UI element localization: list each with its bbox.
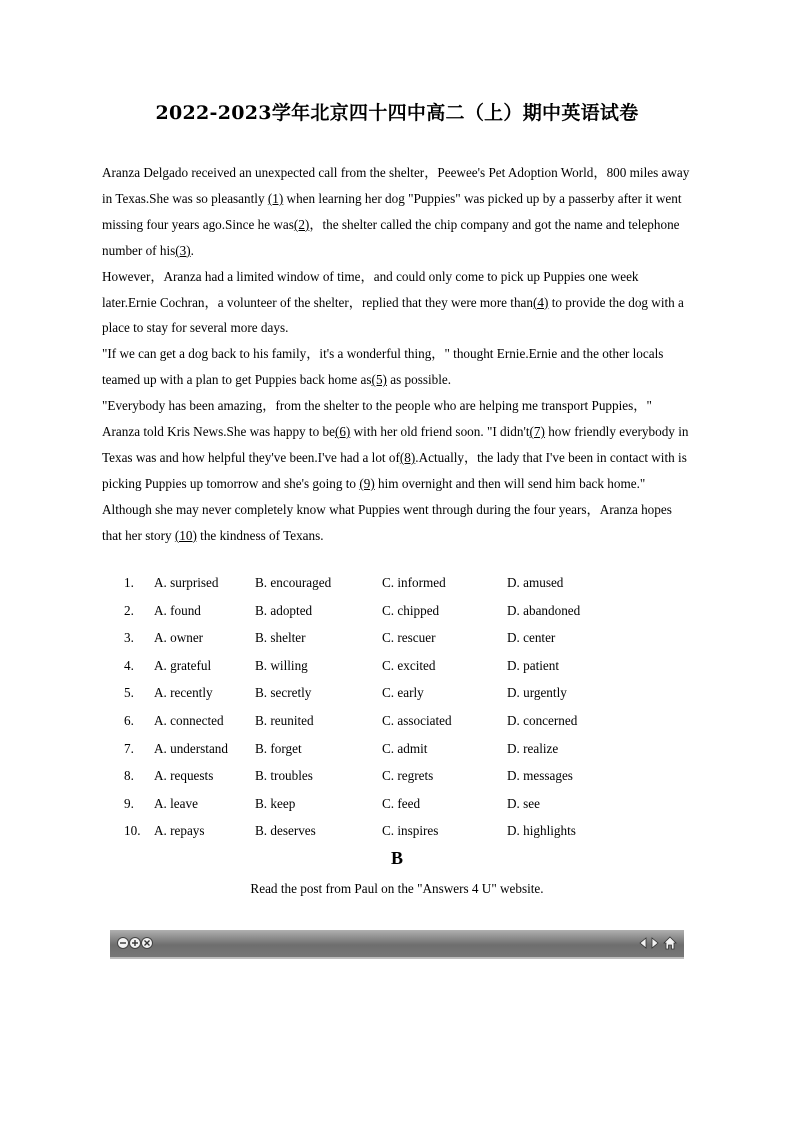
- option-b: B. deserves: [255, 823, 316, 839]
- option-a: A. owner: [154, 630, 204, 646]
- option-a: A. requests: [154, 768, 214, 784]
- option-a: A. understand: [154, 740, 228, 756]
- blank-5: (5): [371, 372, 387, 388]
- option-c: C. feed: [382, 795, 421, 811]
- question-number: 8.: [124, 768, 134, 784]
- blank-6: (6): [334, 424, 351, 440]
- option-d: D. see: [507, 795, 540, 811]
- option-b: B. forget: [255, 740, 302, 756]
- option-b: B. secretly: [255, 685, 312, 701]
- answer-options: [102, 571, 702, 847]
- option-a: A. connected: [154, 712, 224, 728]
- option-c: C. rescuer: [382, 630, 436, 646]
- option-d: D. amused: [507, 575, 564, 590]
- section-b-heading: B: [390, 848, 403, 868]
- option-a: A. found: [154, 602, 201, 618]
- question-number: 3.: [124, 630, 134, 646]
- option-d: D. messages: [507, 768, 573, 784]
- option-b: B. willing: [255, 657, 308, 673]
- blank-4: (4): [533, 294, 549, 310]
- option-c: C. associated: [382, 712, 452, 728]
- option-b: B. encouraged: [255, 575, 332, 590]
- forward-arrow-icon: [650, 936, 660, 950]
- option-c: C. early: [382, 685, 424, 701]
- minus-icon: [117, 937, 129, 949]
- question-row: [102, 571, 702, 599]
- question-row: [102, 792, 702, 820]
- option-d: D. center: [507, 630, 556, 646]
- question-row: [102, 819, 702, 847]
- option-b: B. adopted: [255, 602, 313, 618]
- option-b: B. troubles: [255, 768, 313, 784]
- blank-3: (3): [175, 242, 191, 258]
- back-arrow-icon: [638, 936, 648, 950]
- option-c: C. excited: [382, 657, 436, 673]
- option-a: A. repays: [154, 823, 205, 839]
- option-c: C. regrets: [382, 768, 434, 784]
- section-b-instruction: Read the post from Paul on the "Answers 4 U" website.: [250, 881, 544, 896]
- option-c: C. admit: [382, 740, 428, 756]
- plus-icon: [129, 937, 141, 949]
- blank-9: (9): [359, 475, 375, 491]
- option-d: D. realize: [507, 740, 559, 756]
- question-row: [102, 737, 702, 765]
- question-row: [102, 764, 702, 792]
- option-d: D. highlights: [507, 823, 576, 839]
- option-c: C. informed: [382, 575, 446, 590]
- blank-8: (8): [399, 449, 416, 465]
- option-a: A. leave: [154, 795, 198, 811]
- option-c: C. chipped: [382, 602, 440, 618]
- question-row: [102, 709, 702, 737]
- question-number: 6.: [124, 712, 134, 728]
- close-icon: [141, 937, 153, 949]
- option-c: C. inspires: [382, 823, 439, 839]
- option-d: D. urgently: [507, 685, 567, 701]
- blank-7: (7): [529, 424, 545, 440]
- option-d: D. abandoned: [507, 602, 581, 618]
- question-number: 5.: [124, 685, 134, 701]
- question-row: [102, 599, 702, 627]
- cloze-passage: [102, 160, 692, 549]
- browser-toolbar: [110, 930, 684, 959]
- question-row: [102, 626, 702, 654]
- option-d: D. patient: [507, 657, 560, 673]
- question-number: 2.: [124, 602, 134, 618]
- option-b: B. reunited: [255, 712, 314, 728]
- passage-paragraph-4: "Everybody has been amazing，from the shelter to the people who are helping me transport Puppies，" Aranza told Kris News.She was happy to be(6) with her old friend soon. "I didn't(7) how friendly everybody in Texas was and how helpful they've been.I've had a lot of(8).Actually，the lady that I've been in contact with is picking Puppies up tomorrow and she's going to (9) him overnight and then will send him back home.": [102, 398, 689, 491]
- option-b: B. keep: [255, 795, 296, 811]
- blank-10: (10): [174, 527, 197, 543]
- option-b: B. shelter: [255, 630, 306, 646]
- question-number: 1.: [124, 575, 134, 590]
- passage-paragraph-3: "If we can get a dog back to his family，it's a wonderful thing，" thought Ernie.Ernie and the other locals teamed up with a plan to get Puppies back home as(5) as possible.: [102, 346, 664, 388]
- question-row: [102, 654, 702, 682]
- page-title: 2022-2023学年北京四十四中高二（上）期中英语试卷: [155, 102, 639, 124]
- option-d: D. concerned: [507, 712, 578, 728]
- passage-paragraph-5: Although she may never completely know what Puppies went through during the four years，Aranza hopes that her story (10) the kindness of Texans.: [102, 501, 672, 543]
- question-number: 7.: [124, 740, 134, 756]
- question-number: 9.: [124, 795, 134, 811]
- home-icon: [663, 936, 677, 950]
- option-a: A. grateful: [154, 657, 212, 673]
- passage-paragraph-1: Aranza Delgado received an unexpected call from the shelter，Peewee's Pet Adoption World，800 miles away in Texas.She was so pleasantly (1) when learning her dog "Puppies" was picked up by a passerby after it went missing four years ago.Since he was(2)，the shelter called the chip company and got the name and telephone number of his(3).: [102, 165, 690, 258]
- option-a: A. surprised: [154, 575, 219, 590]
- question-number: 10.: [124, 823, 141, 839]
- blank-1: (1): [267, 190, 284, 206]
- option-a: A. recently: [154, 685, 213, 701]
- passage-paragraph-2: However，Aranza had a limited window of time，and could only come to pick up Puppies one week later.Ernie Cochran，a volunteer of the shelter，replied that they were more than(4) to provide the dog with a place to stay for several more days.: [102, 268, 684, 336]
- question-row: [102, 681, 702, 709]
- blank-2: (2): [293, 216, 310, 232]
- question-number: 4.: [124, 657, 134, 673]
